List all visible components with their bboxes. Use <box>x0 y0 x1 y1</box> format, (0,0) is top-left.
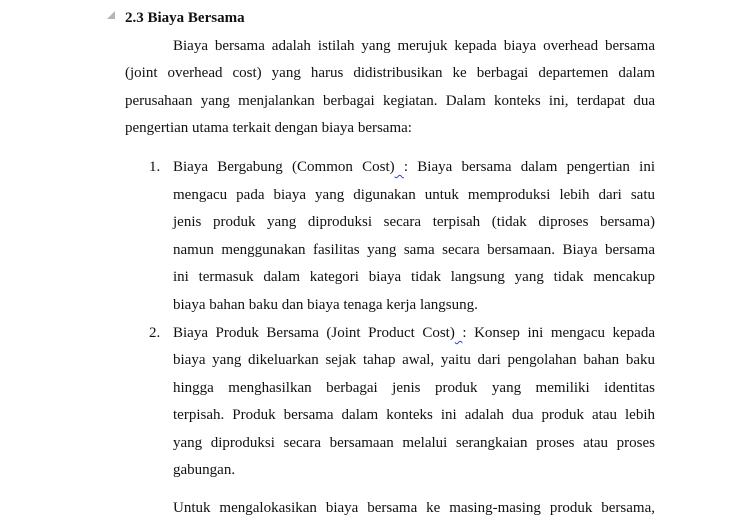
list-line: hingga menghasilkan berbagai jenis produk yang memiliki identitas <box>173 380 655 396</box>
list-line: ini termasuk dalam kategori biaya tidak langsung yang tidak mencakup <box>173 269 655 285</box>
list-number: 2. <box>149 325 161 341</box>
intro-line: Biaya bersama adalah istilah yang merujuk kepada biaya overhead bersama <box>173 38 655 54</box>
list-line: gabungan. <box>173 462 236 478</box>
list-first-line <box>173 157 655 177</box>
list-number: 1. <box>149 159 161 175</box>
intro-line: pengertian utama terkait dengan biaya bersama: <box>125 120 412 136</box>
section-heading: 2.3 Biaya Bersama <box>125 10 245 26</box>
next-paragraph-line: Untuk mengalokasikan biaya bersama ke masing-masing produk bersama, <box>173 500 655 516</box>
list-line: mengacu pada biaya yang digunakan untuk memproduksi lebih dari satu <box>173 187 655 203</box>
list-line: biaya yang dikeluarkan sejak tahap awal, yaitu dari pengolahan bahan baku <box>173 352 655 368</box>
intro-line: perusahaan yang menjalankan berbagai kegiatan. Dalam konteks ini, terdapat dua <box>125 93 655 109</box>
grammar-flag[interactable] <box>395 159 404 175</box>
list-line: terpisah. Produk bersama dalam konteks ini adalah dua produk atau lebih <box>173 407 655 423</box>
list-first-line-rest: : Biaya bersama dalam pengertian ini <box>403 159 656 175</box>
list-first-line-rest: : Konsep ini mengacu kepada <box>462 325 655 341</box>
list-term: Biaya Produk Bersama (Joint Product Cost) <box>173 325 455 341</box>
list-first-line <box>173 323 655 343</box>
intro-line: (joint overhead cost) yang harus didistribusikan ke berbagai departemen dalam <box>125 65 655 81</box>
list-line: yang diproduksi secara bersamaan melalui serangkaian proses atau proses <box>173 435 655 451</box>
list-line: biaya bahan baku dan biaya tenaga kerja langsung. <box>173 297 478 313</box>
list-line: namun menggunakan fasilitas yang sama secara bersamaan. Biaya bersama <box>173 242 655 258</box>
collapse-heading-icon[interactable] <box>107 11 115 19</box>
list-line: jenis produk yang diproduksi secara terpisah (tidak diproses bersama) <box>173 214 655 230</box>
list-term: Biaya Bergabung (Common Cost) <box>173 159 395 175</box>
